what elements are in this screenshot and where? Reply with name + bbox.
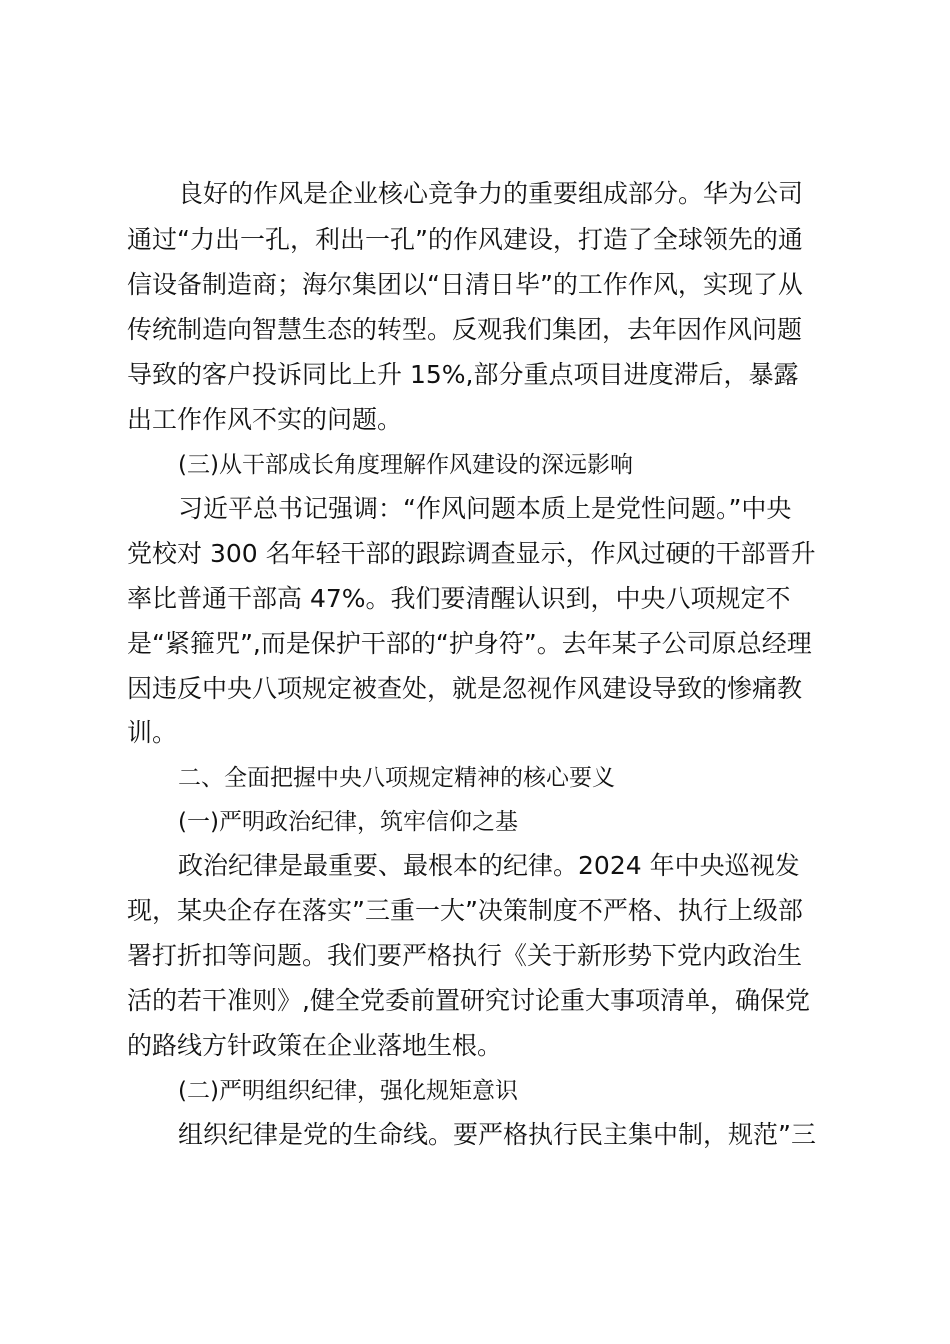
paragraph-2-line-4: 是“紧箍咒”,而是保护干部的“护身符”。去年某子公司原总经理 — [127, 629, 812, 658]
paragraph-2-line-2: 党校对 300 名年轻干部的跟踪调查显示，作风过硬的干部晋升 — [127, 539, 816, 568]
paragraph-3-line-5: 的路线方针政策在企业落地生根。 — [127, 1031, 503, 1060]
paragraph-2-line-1: 习近平总书记强调：“作风问题本质上是党性问题。”中央 — [178, 494, 792, 523]
paragraph-1-line-4: 传统制造向智慧生态的转型。反观我们集团，去年因作风问题 — [127, 315, 803, 344]
section-heading-1: (一)严明政治纪律，筑牢信仰之基 — [178, 809, 518, 835]
paragraph-3-line-4: 活的若干准则》,健全党委前置研究讨论重大事项清单，确保党 — [127, 986, 810, 1015]
paragraph-2-line-3: 率比普通干部高 47%。我们要清醒认识到，中央八项规定不 — [127, 584, 791, 613]
section-heading-2: (二)严明组织纪律，强化规矩意识 — [178, 1078, 518, 1104]
paragraph-1-line-3: 信设备制造商；海尔集团以“日清日毕”的工作作风，实现了从 — [127, 270, 803, 299]
paragraph-3-line-1: 政治纪律是最重要、最根本的纪律。2024 年中央巡视发 — [178, 851, 800, 880]
paragraph-2-line-6: 训。 — [127, 718, 178, 747]
paragraph-4-line-1: 组织纪律是党的生命线。要严格执行民主集中制，规范”三 — [178, 1120, 816, 1149]
paragraph-1-line-1: 良好的作风是企业核心竞争力的重要组成部分。华为公司 — [178, 179, 804, 208]
paragraph-2-line-5: 因违反中央八项规定被查处，就是忽视作风建设导致的惨痛教 — [127, 674, 803, 703]
paragraph-1-line-6: 出工作作风不实的问题。 — [127, 405, 403, 434]
paragraph-1-line-2: 通过“力出一孔，利出一孔”的作风建设，打造了全球领先的通 — [127, 225, 803, 254]
section-heading-3: (三)从干部成长角度理解作风建设的深远影响 — [178, 452, 633, 478]
paragraph-3-line-3: 署打折扣等问题。我们要严格执行《关于新形势下党内政治生 — [127, 941, 803, 970]
chapter-heading-2: 二、全面把握中央八项规定精神的核心要义 — [178, 765, 615, 791]
paragraph-1-line-5: 导致的客户投诉同比上升 15%,部分重点项目进度滞后，暴露 — [127, 360, 799, 389]
paragraph-3-line-2: 现，某央企存在落实”三重一大”决策制度不严格、执行上级部 — [127, 896, 803, 925]
